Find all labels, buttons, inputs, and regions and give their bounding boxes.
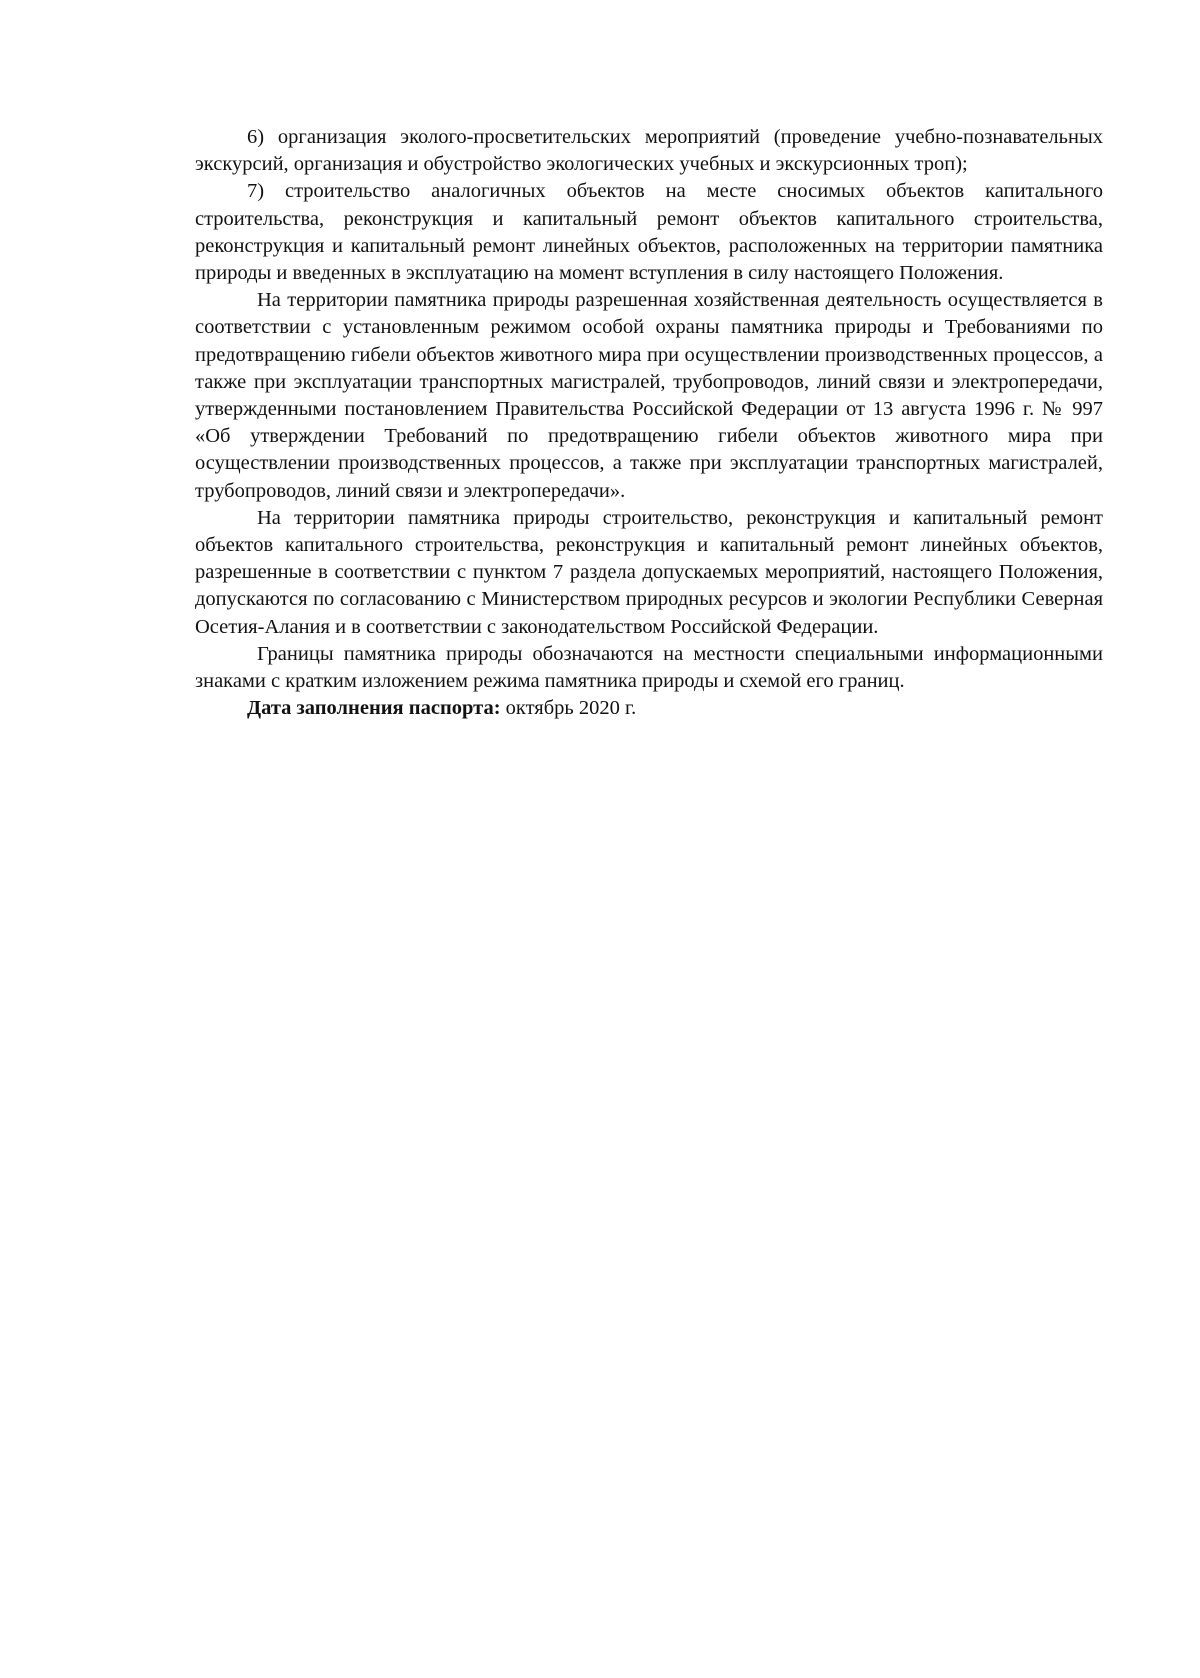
fill-date-label: Дата заполнения паспорта: — [247, 697, 501, 720]
fill-date-value: октябрь 2020 г. — [500, 697, 637, 720]
paragraph-boundaries: Границы памятника природы обозначаются на местности специальными информационными знаками с кратким изложением режима памятника природы и схемой его границ. — [195, 642, 1103, 693]
paragraph-economic-activity: На территории памятника природы разрешенная хозяйственная деятельность осуществляется в соответствии с установленным режимом особой охраны памятника природы и Требованиями по предотвращению гибели объектов животного мира при осуществлении производственных процессов, а также при эксплуатации транспортных магистралей, трубопроводов, линий связи и электропередачи, утвержденными постановлением Правительства Российской Федерации от 13 августа 1996 г. № 997 «Об утверждении Требований по предотвращению гибели объектов животного мира при осуществлении производственных процессов, а также при эксплуатации транспортных магистралей, трубопроводов, линий связи и электропередачи». — [195, 289, 1103, 502]
paragraph-item-6: 6) организация эколого-просветительских мероприятий (проведение учебно-познавательных экскурсий, организация и обустройство экологических учебных и экскурсионных троп); — [195, 126, 1103, 176]
paragraph-item-7: 7) строительство аналогичных объектов на месте сносимых объектов капитального строительства, реконструкция и капитальный ремонт объектов капитального строительства, реконструкция и капитальный ремонт линейных объектов, расположенных на территории памятника природы и введенных в эксплуатацию на момент вступления в силу настоящего Положения. — [195, 180, 1103, 285]
document-body — [195, 124, 1103, 722]
paragraph-construction-approval: На территории памятника природы строительство, реконструкция и капитальный ремонт объектов капитального строительства, реконструкция и капитальный ремонт линейных объектов, разрешенные в соответствии с пунктом 7 раздела допускаемых мероприятий, настоящего Положения, допускаются по согласованию с Министерством природных ресурсов и экологии Республики Северная Осетия-Алания и в соответствии с законодательством Российской Федерации. — [195, 506, 1103, 638]
fill-date-line — [195, 695, 1103, 722]
